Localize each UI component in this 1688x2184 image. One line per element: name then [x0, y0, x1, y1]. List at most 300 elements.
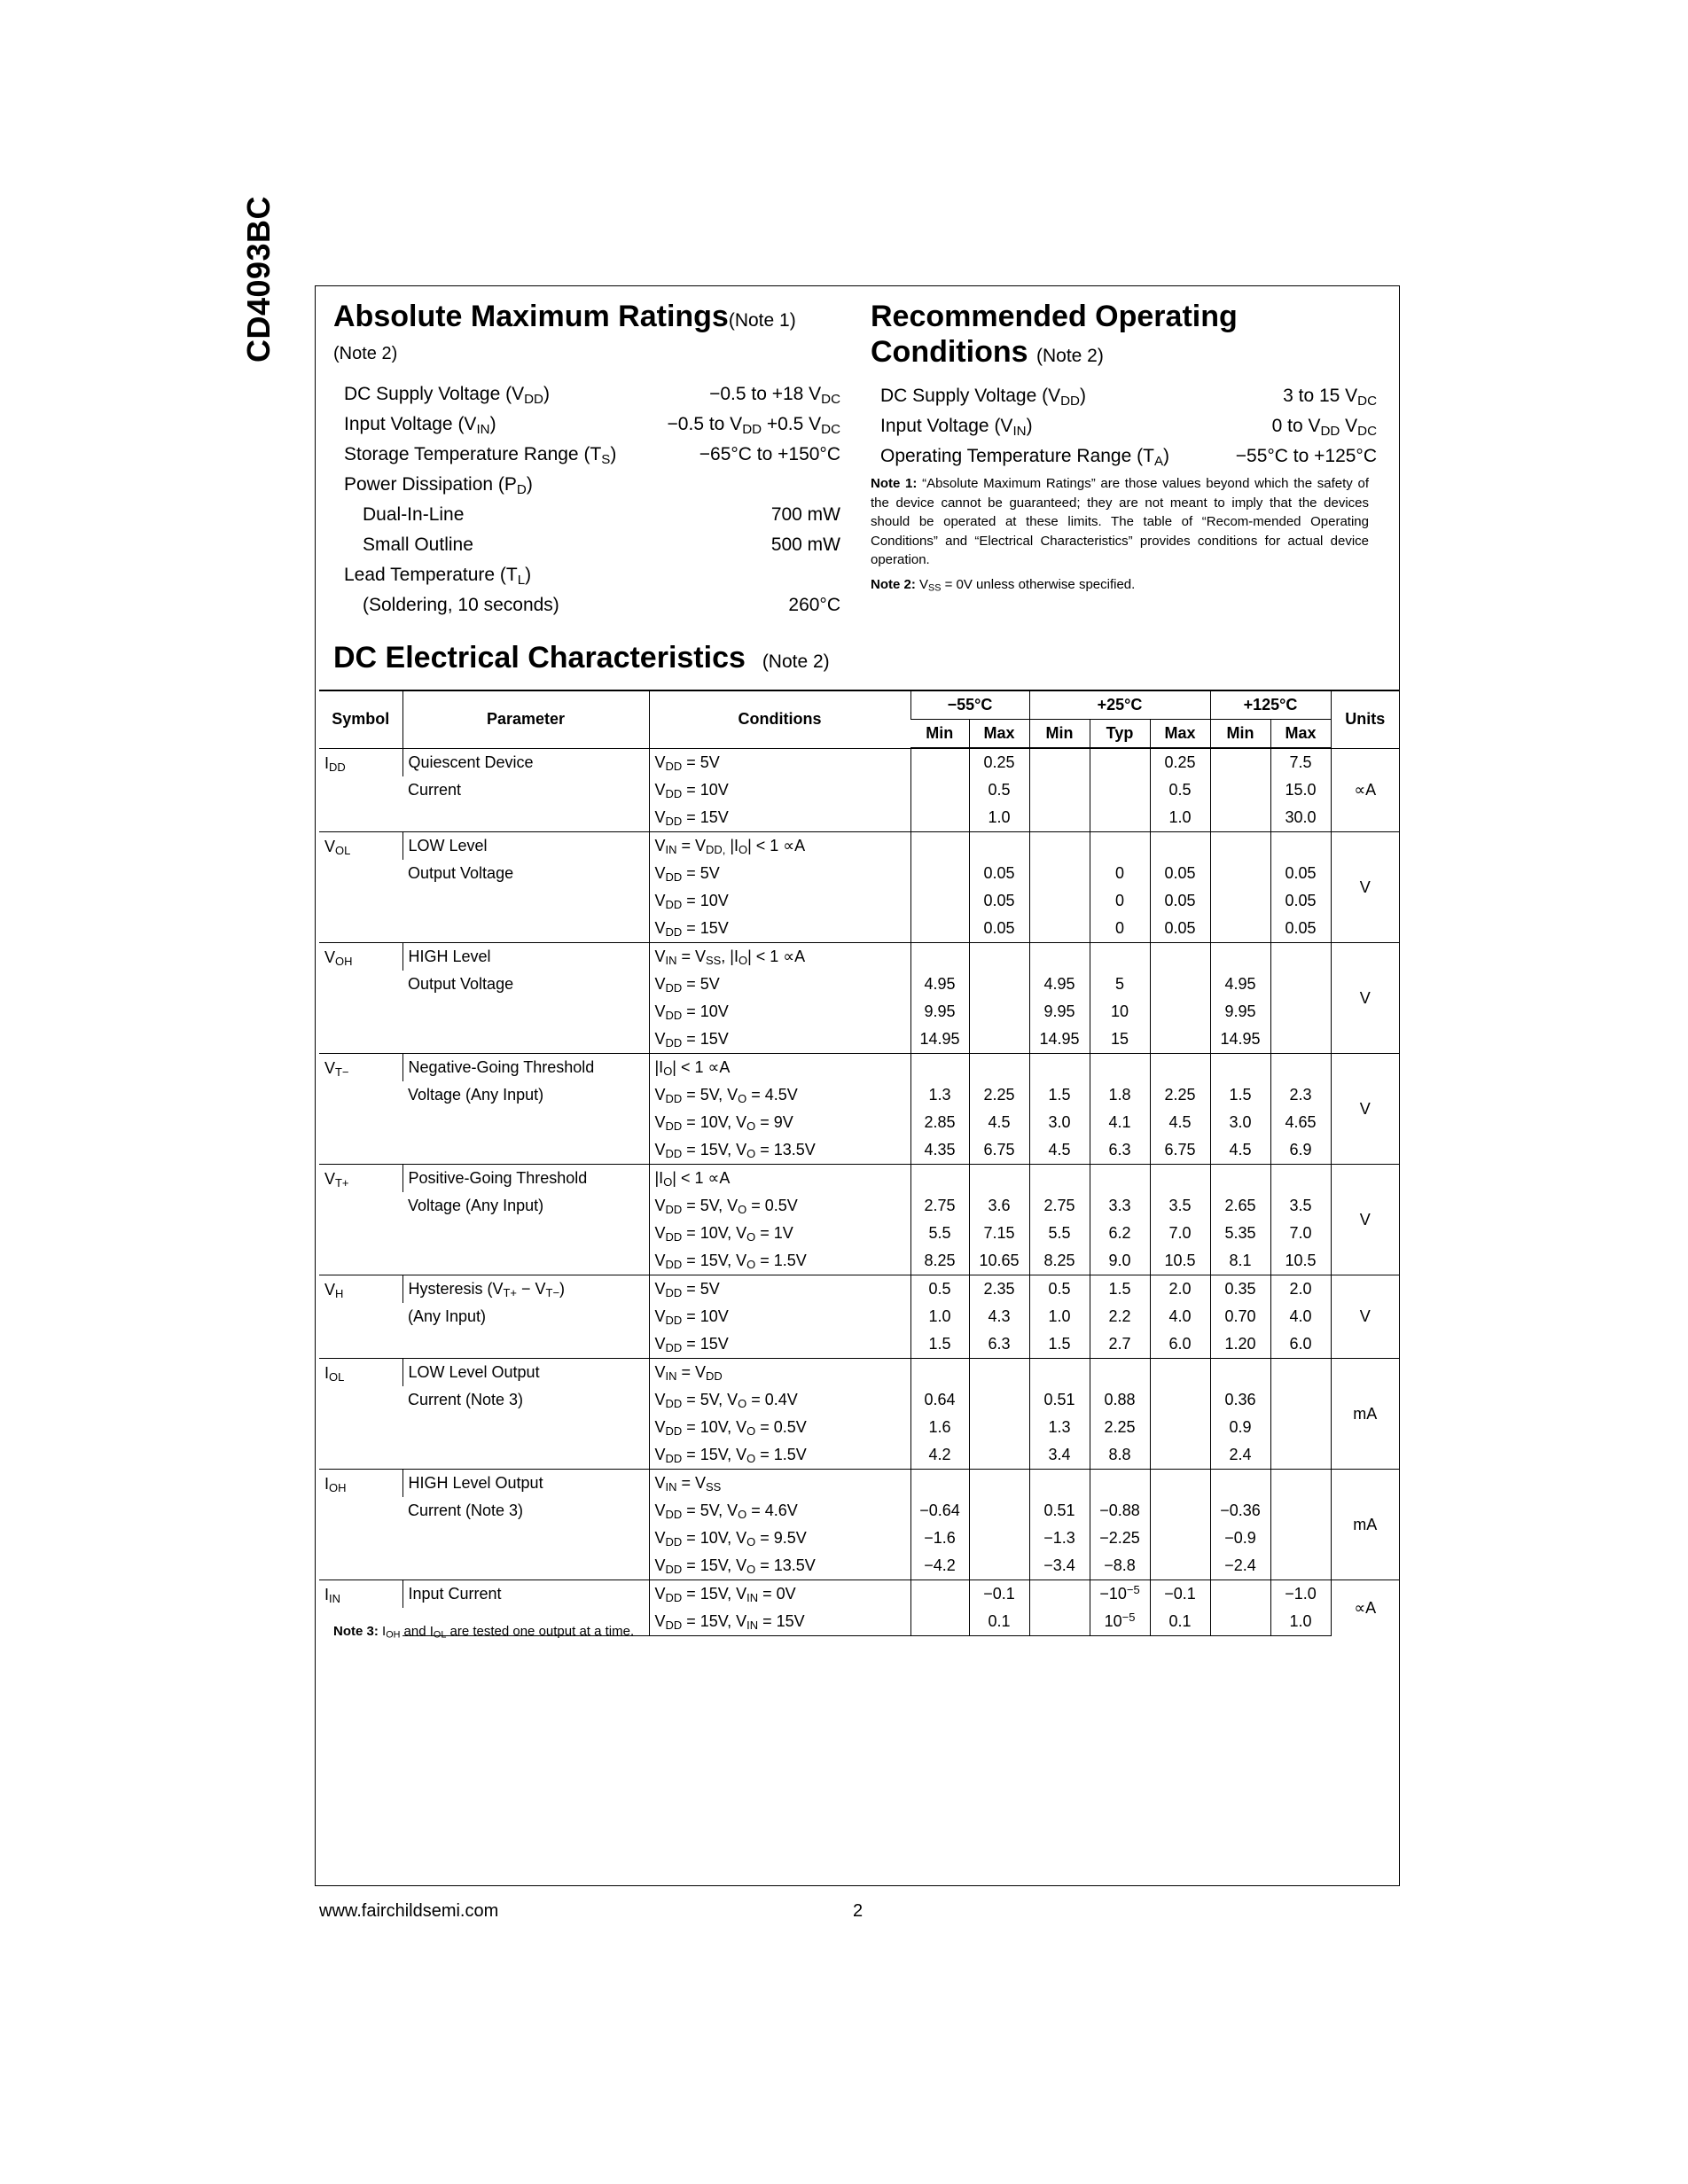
- cell-value: 3.0: [1029, 1109, 1090, 1136]
- cell-parameter: Negative-Going Threshold: [402, 1054, 649, 1082]
- cell-value: 0.05: [1270, 860, 1331, 887]
- cell-value: 3.4: [1029, 1441, 1090, 1470]
- cell-value: 2.65: [1210, 1192, 1270, 1220]
- cell-value: 10.65: [969, 1247, 1029, 1275]
- cell-parameter: Current (Note 3): [408, 1502, 524, 1519]
- note-paragraph: [871, 575, 1369, 595]
- abs-max-row: [344, 530, 840, 560]
- cell-value: 1.3: [1029, 1414, 1090, 1441]
- cell-value: 0.35: [1210, 1275, 1270, 1304]
- cell-value: 0: [1090, 915, 1150, 943]
- cell-value: [1270, 832, 1331, 861]
- rec-op-row: [880, 381, 1377, 411]
- cell-conditions: $V_{DD} = 5V$: [649, 748, 910, 776]
- cell-conditions: $V_{DD} = 5V$: [649, 860, 910, 887]
- cell-value: 0.25: [969, 748, 1029, 776]
- cell-value: [1270, 1165, 1331, 1193]
- cell-value: 2.2: [1090, 1303, 1150, 1330]
- cell-value: 1.5: [910, 1330, 969, 1359]
- table-row: [319, 748, 1399, 776]
- cell-value: 1.5: [1029, 1330, 1090, 1359]
- cell-value: [1090, 1470, 1150, 1498]
- table-row: [319, 1414, 1399, 1441]
- cell-value: 1.5: [1029, 1081, 1090, 1109]
- cell-value: −2.4: [1210, 1552, 1270, 1580]
- cell-value: [969, 832, 1029, 861]
- table-row: [319, 1220, 1399, 1247]
- abs-max-row: [344, 470, 840, 500]
- cell-value: 5: [1090, 971, 1150, 998]
- table-row: [319, 971, 1399, 998]
- cell-value: 3.6: [969, 1192, 1029, 1220]
- cell-value: 30.0: [1270, 804, 1331, 832]
- cell-value: 1.8: [1090, 1081, 1150, 1109]
- cell-value: [1150, 1441, 1210, 1470]
- table-row: [319, 1054, 1399, 1082]
- col-subheader: Min: [1210, 720, 1270, 749]
- cell-value: −1.3: [1029, 1525, 1090, 1552]
- note-text: $V_{SS} = 0V$ unless otherwise specified.: [919, 576, 1136, 594]
- note-3: [333, 1624, 634, 1639]
- cell-value: 6.75: [969, 1136, 1029, 1165]
- cell-value: [1270, 1026, 1331, 1054]
- cell-value: 0.1: [1150, 1608, 1210, 1636]
- table-row: [319, 1386, 1399, 1414]
- rec-op-label: Input Voltage $(V_{IN})$: [880, 416, 1033, 439]
- abs-max-label: Storage Temperature Range $(T_S)$: [344, 444, 617, 467]
- cell-value: [910, 1608, 969, 1636]
- cell-conditions: $V_{DD} = 15V$, $V_O = 13.5V$: [649, 1136, 910, 1165]
- cell-parameter: Current: [408, 781, 462, 799]
- abs-max-title-note: (Note 1): [728, 310, 796, 331]
- table-row: [319, 1470, 1399, 1498]
- cell-value: 0.05: [969, 915, 1029, 943]
- cell-value: [1210, 1470, 1270, 1498]
- cell-value: 9.0: [1090, 1247, 1150, 1275]
- cell-value: 0.70: [1210, 1303, 1270, 1330]
- cell-parameter: Output Voltage: [408, 864, 514, 882]
- table-row: [319, 1441, 1399, 1470]
- abs-max-row: [344, 440, 840, 470]
- cell-value: [1150, 1414, 1210, 1441]
- cell-value: [910, 832, 969, 861]
- cell-value: [1029, 776, 1090, 804]
- cell-value: [910, 1359, 969, 1387]
- cell-value: [1029, 1165, 1090, 1193]
- abs-max-value: −0.5 to +18 $V_{DC}$: [709, 384, 840, 407]
- cell-value: −1.0: [1270, 1580, 1331, 1609]
- cell-value: 7.0: [1150, 1220, 1210, 1247]
- cell-value: 3.5: [1270, 1192, 1331, 1220]
- cell-value: [910, 860, 969, 887]
- cell-parameter: Output Voltage: [408, 975, 514, 993]
- cell-parameter: Input Current: [402, 1580, 649, 1609]
- cell-value: 9.95: [1029, 998, 1090, 1026]
- cell-value: [1270, 1414, 1331, 1441]
- cell-conditions: $V_{IN} = V_{DD}$: [649, 1359, 910, 1387]
- cell-parameter: (Any Input): [408, 1307, 487, 1325]
- abs-max-row: [344, 379, 840, 410]
- cell-value: 2.25: [1090, 1414, 1150, 1441]
- cell-parameter: [402, 1109, 649, 1136]
- abs-max-label: DC Supply Voltage $(V_{DD})$: [344, 384, 550, 407]
- cell-value: 5.35: [1210, 1220, 1270, 1247]
- cell-value: 1.6: [910, 1414, 969, 1441]
- cell-value: [910, 1470, 969, 1498]
- abs-max-value: 260°C: [788, 595, 840, 615]
- cell-value: 9.95: [910, 998, 969, 1026]
- abs-max-label: Input Voltage $(V_{IN})$: [344, 414, 496, 437]
- page-number: 2: [853, 1901, 864, 1921]
- cell-value: [1270, 1386, 1331, 1414]
- cell-value: 1.5: [1090, 1275, 1150, 1304]
- cell-value: [910, 748, 969, 776]
- cell-parameter: [402, 1136, 649, 1165]
- cell-value: 1.3: [910, 1081, 969, 1109]
- col-subheader: Typ: [1090, 720, 1150, 749]
- table-row: [319, 998, 1399, 1026]
- table-row: [319, 915, 1399, 943]
- table-row: [319, 1192, 1399, 1220]
- cell-value: 5.5: [910, 1220, 969, 1247]
- cell-value: 2.25: [1150, 1081, 1210, 1109]
- cell-value: 4.1: [1090, 1109, 1150, 1136]
- cell-conditions: $V_{DD} = 10V$, $V_O = 0.5V$: [649, 1414, 910, 1441]
- cell-value: 0.1: [969, 1608, 1029, 1636]
- cell-value: [1210, 776, 1270, 804]
- cell-value: [1150, 943, 1210, 971]
- cell-value: 1.0: [1029, 1303, 1090, 1330]
- cell-parameter: [402, 1552, 649, 1580]
- cell-value: 4.2: [910, 1441, 969, 1470]
- cell-value: [1270, 1359, 1331, 1387]
- cell-conditions: $V_{DD} = 5V$, $V_O = 0.5V$: [649, 1192, 910, 1220]
- rec-op-heading-line2: [871, 334, 1104, 374]
- cell-conditions: $V_{DD} = 5V$, $V_O = 4.6V$: [649, 1497, 910, 1525]
- cell-value: [1210, 887, 1270, 915]
- cell-value: [969, 1386, 1029, 1414]
- cell-value: 0.51: [1029, 1386, 1090, 1414]
- cell-symbol: $V_{T+}$: [319, 1165, 402, 1275]
- cell-value: [1090, 748, 1150, 776]
- cell-parameter: Voltage (Any Input): [408, 1086, 544, 1104]
- table-row: [319, 1109, 1399, 1136]
- cell-symbol: $I_{OL}$: [319, 1359, 402, 1470]
- cell-conditions: $V_{DD} = 5V$: [649, 1275, 910, 1304]
- col-subheader: Max: [1150, 720, 1210, 749]
- cell-value: [910, 804, 969, 832]
- cell-value: [1150, 1165, 1210, 1193]
- cell-value: 1.0: [1150, 804, 1210, 832]
- abs-max-heading: [333, 299, 796, 339]
- cell-conditions: $V_{DD} = 5V$: [649, 971, 910, 998]
- rec-op-value: 3 to 15 $V_{DC}$: [1283, 386, 1377, 409]
- cell-value: [1210, 1359, 1270, 1387]
- abs-max-label: Dual-In-Line: [363, 504, 465, 525]
- cell-value: [1029, 804, 1090, 832]
- cell-value: [1090, 1165, 1150, 1193]
- rec-op-label: Operating Temperature Range $(T_A)$: [880, 446, 1170, 469]
- cell-value: 6.2: [1090, 1220, 1150, 1247]
- cell-conditions: $|I_O| < 1 \propto A$: [649, 1165, 910, 1193]
- cell-value: [910, 1580, 969, 1609]
- abs-max-value: −65°C to +150°C: [699, 444, 840, 464]
- col-subheader: Min: [1029, 720, 1090, 749]
- rec-op-row: [880, 441, 1377, 472]
- cell-value: [910, 915, 969, 943]
- cell-value: 2.75: [910, 1192, 969, 1220]
- cell-parameter: [402, 1220, 649, 1247]
- cell-value: 3.3: [1090, 1192, 1150, 1220]
- cell-value: 0.25: [1150, 748, 1210, 776]
- cell-value: [910, 1165, 969, 1193]
- cell-value: 4.5: [969, 1109, 1029, 1136]
- cell-value: [1150, 1026, 1210, 1054]
- cell-value: [969, 1470, 1029, 1498]
- cell-symbol: $I_{IN}$: [319, 1580, 402, 1636]
- cell-conditions: $V_{DD} = 10V$: [649, 887, 910, 915]
- cell-value: 9.95: [1210, 998, 1270, 1026]
- cell-value: [969, 1026, 1029, 1054]
- cell-value: [1210, 860, 1270, 887]
- cell-value: 0.05: [969, 887, 1029, 915]
- cell-value: 1.0: [910, 1303, 969, 1330]
- note-3-label: Note 3:: [333, 1624, 379, 1639]
- cell-value: 1.20: [1210, 1330, 1270, 1359]
- cell-value: [1270, 998, 1331, 1026]
- abs-max-row: [344, 590, 840, 620]
- cell-value: [1029, 943, 1090, 971]
- cell-conditions: $V_{DD} = 5V$, $V_O = 0.4V$: [649, 1386, 910, 1414]
- abs-max-value: 700 mW: [770, 504, 840, 525]
- cell-value: 4.95: [1029, 971, 1090, 998]
- cell-symbol: $I_{DD}$: [319, 748, 402, 832]
- table-row: [319, 1525, 1399, 1552]
- cell-value: 0.05: [1150, 915, 1210, 943]
- cell-value: [1029, 1608, 1090, 1636]
- cell-units: V: [1331, 943, 1399, 1054]
- cell-value: [1090, 943, 1150, 971]
- cell-value: 0.88: [1090, 1386, 1150, 1414]
- cell-value: [1150, 1386, 1210, 1414]
- col-header-parameter: Parameter: [402, 690, 649, 748]
- cell-value: 4.5: [1150, 1109, 1210, 1136]
- cell-value: 0.5: [910, 1275, 969, 1304]
- cell-value: 4.0: [1270, 1303, 1331, 1330]
- rec-op-list: [880, 381, 1377, 472]
- cell-value: 2.0: [1270, 1275, 1331, 1304]
- cell-value: 2.4: [1210, 1441, 1270, 1470]
- col-subheader: Max: [969, 720, 1029, 749]
- table-row: [319, 1275, 1399, 1304]
- dc-title: DC Electrical Characteristics: [333, 641, 746, 675]
- cell-conditions: $V_{IN} = V_{DD,}$ $|I_O| < 1 \propto A$: [649, 832, 910, 861]
- cell-value: 4.3: [969, 1303, 1029, 1330]
- cell-conditions: $V_{DD} = 10V$: [649, 1303, 910, 1330]
- note-text: “Absolute Maximum Ratings” are those values beyond which the safety of the device cannot be guaranteed; they are not meant to imply that the devices should be operated at these limits. The table of “Recom-mended Operating Conditions” and “Electrical Characteristics” provides conditions for actual device operation.: [871, 476, 1369, 567]
- dc-title-note: (Note 2): [762, 651, 830, 672]
- cell-value: −0.1: [1150, 1580, 1210, 1609]
- note-paragraph: [871, 474, 1369, 570]
- col-header-units: Units: [1331, 690, 1399, 748]
- cell-value: [1029, 915, 1090, 943]
- cell-value: [1150, 1497, 1210, 1525]
- cell-units: ∝A: [1331, 1580, 1399, 1636]
- cell-value: 4.95: [910, 971, 969, 998]
- rec-op-title-line2: Conditions: [871, 335, 1028, 369]
- cell-value: −0.9: [1210, 1525, 1270, 1552]
- cell-value: 0.36: [1210, 1386, 1270, 1414]
- cell-value: [1210, 1608, 1270, 1636]
- cell-value: [910, 943, 969, 971]
- cell-value: [1150, 832, 1210, 861]
- cell-parameter: Quiescent Device: [402, 748, 649, 776]
- cell-value: 8.1: [1210, 1247, 1270, 1275]
- cell-parameter: [402, 998, 649, 1026]
- col-subheader: Min: [910, 720, 969, 749]
- cell-value: 6.3: [969, 1330, 1029, 1359]
- cell-value: 15.0: [1270, 776, 1331, 804]
- cell-value: [969, 1525, 1029, 1552]
- cell-symbol: $V_H$: [319, 1275, 402, 1359]
- cell-value: 0.5: [1029, 1275, 1090, 1304]
- cell-parameter: HIGH Level: [402, 943, 649, 971]
- cell-units: mA: [1331, 1359, 1399, 1470]
- cell-value: [1270, 1054, 1331, 1082]
- cell-conditions: $V_{IN} = V_{SS}$, $|I_O| < 1 \propto A$: [649, 943, 910, 971]
- cell-parameter: LOW Level: [402, 832, 649, 861]
- cell-value: −0.36: [1210, 1497, 1270, 1525]
- rec-op-label: DC Supply Voltage $(V_{DD})$: [880, 386, 1086, 409]
- col-subheader: Max: [1270, 720, 1331, 749]
- cell-value: 3.0: [1210, 1109, 1270, 1136]
- col-header-conditions: Conditions: [649, 690, 910, 748]
- footer-url[interactable]: www.fairchildsemi.com: [319, 1901, 499, 1921]
- cell-value: 6.3: [1090, 1136, 1150, 1165]
- cell-conditions: $V_{DD} = 15V$: [649, 1026, 910, 1054]
- cell-value: [1029, 1054, 1090, 1082]
- cell-value: 0.5: [1150, 776, 1210, 804]
- cell-value: 8.25: [1029, 1247, 1090, 1275]
- cell-value: [1090, 776, 1150, 804]
- cell-value: [1270, 971, 1331, 998]
- cell-parameter: [402, 915, 649, 943]
- cell-value: 6.9: [1270, 1136, 1331, 1165]
- cell-parameter: Positive-Going Threshold: [402, 1165, 649, 1193]
- cell-value: [1090, 1359, 1150, 1387]
- cell-value: [1210, 748, 1270, 776]
- abs-max-title: Absolute Maximum Ratings: [333, 300, 729, 333]
- cell-conditions: $V_{DD} = 15V$: [649, 1330, 910, 1359]
- cell-conditions: $V_{DD} = 10V$: [649, 998, 910, 1026]
- cell-value: [969, 971, 1029, 998]
- cell-value: −0.88: [1090, 1497, 1150, 1525]
- cell-conditions: $V_{DD} = 15V$, $V_O = 13.5V$: [649, 1552, 910, 1580]
- cell-value: [1150, 1470, 1210, 1498]
- cell-value: $10^{-5}$: [1090, 1608, 1150, 1636]
- abs-max-value: −0.5 to $V_{DD} +0.5$ $V_{DC}$: [667, 414, 840, 437]
- abs-max-row: [344, 500, 840, 530]
- table-row: [319, 860, 1399, 887]
- abs-max-sub-note: (Note 2): [333, 344, 398, 363]
- cell-value: [969, 1165, 1029, 1193]
- cell-value: −0.64: [910, 1497, 969, 1525]
- cell-symbol: $V_{T-}$: [319, 1054, 402, 1165]
- cell-conditions: $|I_O| < 1 \propto A$: [649, 1054, 910, 1082]
- cell-value: 10.5: [1270, 1247, 1331, 1275]
- table-row: [319, 1303, 1399, 1330]
- cell-value: [969, 1054, 1029, 1082]
- cell-value: [1029, 1470, 1090, 1498]
- table-row: [319, 1330, 1399, 1359]
- cell-value: [1270, 1497, 1331, 1525]
- cell-conditions: $V_{DD} = 10V$, $V_O = 9.5V$: [649, 1525, 910, 1552]
- cell-value: 0.05: [1150, 860, 1210, 887]
- cell-parameter: Voltage (Any Input): [408, 1197, 544, 1214]
- cell-value: [1029, 887, 1090, 915]
- cell-value: 15: [1090, 1026, 1150, 1054]
- cell-value: 2.0: [1150, 1275, 1210, 1304]
- cell-units: ∝A: [1331, 748, 1399, 832]
- cell-parameter: LOW Level Output: [402, 1359, 649, 1387]
- cell-value: 0: [1090, 860, 1150, 887]
- cell-value: 4.5: [1210, 1136, 1270, 1165]
- cell-value: [1029, 1359, 1090, 1387]
- cell-value: [1210, 1165, 1270, 1193]
- cell-value: 7.15: [969, 1220, 1029, 1247]
- cell-value: 0.05: [1270, 887, 1331, 915]
- table-row: [319, 776, 1399, 804]
- cell-value: 2.35: [969, 1275, 1029, 1304]
- col-header-temp: +25°C: [1029, 690, 1210, 720]
- table-row: [319, 1026, 1399, 1054]
- cell-conditions: $V_{DD} = 5V$, $V_O = 4.5V$: [649, 1081, 910, 1109]
- cell-value: [1029, 1580, 1090, 1609]
- cell-value: 6.75: [1150, 1136, 1210, 1165]
- cell-parameter: [402, 887, 649, 915]
- cell-value: [1270, 1552, 1331, 1580]
- cell-value: [1150, 1054, 1210, 1082]
- cell-value: $-10^{-5}$: [1090, 1580, 1150, 1609]
- cell-value: 6.0: [1150, 1330, 1210, 1359]
- abs-max-list: [344, 379, 840, 620]
- cell-value: [1150, 971, 1210, 998]
- cell-units: V: [1331, 1054, 1399, 1165]
- cell-conditions: $V_{IN} = V_{SS}$: [649, 1470, 910, 1498]
- cell-value: 5.5: [1029, 1220, 1090, 1247]
- table-row: [319, 804, 1399, 832]
- cell-value: [969, 1552, 1029, 1580]
- col-header-symbol: Symbol: [319, 690, 402, 748]
- table-row: [319, 832, 1399, 861]
- cell-value: 4.5: [1029, 1136, 1090, 1165]
- cell-value: [1029, 832, 1090, 861]
- cell-value: 14.95: [1029, 1026, 1090, 1054]
- table-row: [319, 1359, 1399, 1387]
- cell-value: [1210, 832, 1270, 861]
- cell-conditions: $V_{DD} = 15V$, $V_O = 1.5V$: [649, 1441, 910, 1470]
- cell-parameter: Current (Note 3): [408, 1391, 524, 1408]
- cell-value: −4.2: [910, 1552, 969, 1580]
- cell-value: 2.3: [1270, 1081, 1331, 1109]
- cell-value: 6.0: [1270, 1330, 1331, 1359]
- cell-value: 10.5: [1150, 1247, 1210, 1275]
- cell-value: [969, 943, 1029, 971]
- cell-value: 0.5: [969, 776, 1029, 804]
- cell-parameter: [402, 1026, 649, 1054]
- abs-max-label: (Soldering, 10 seconds): [363, 595, 559, 615]
- cell-value: [1150, 1525, 1210, 1552]
